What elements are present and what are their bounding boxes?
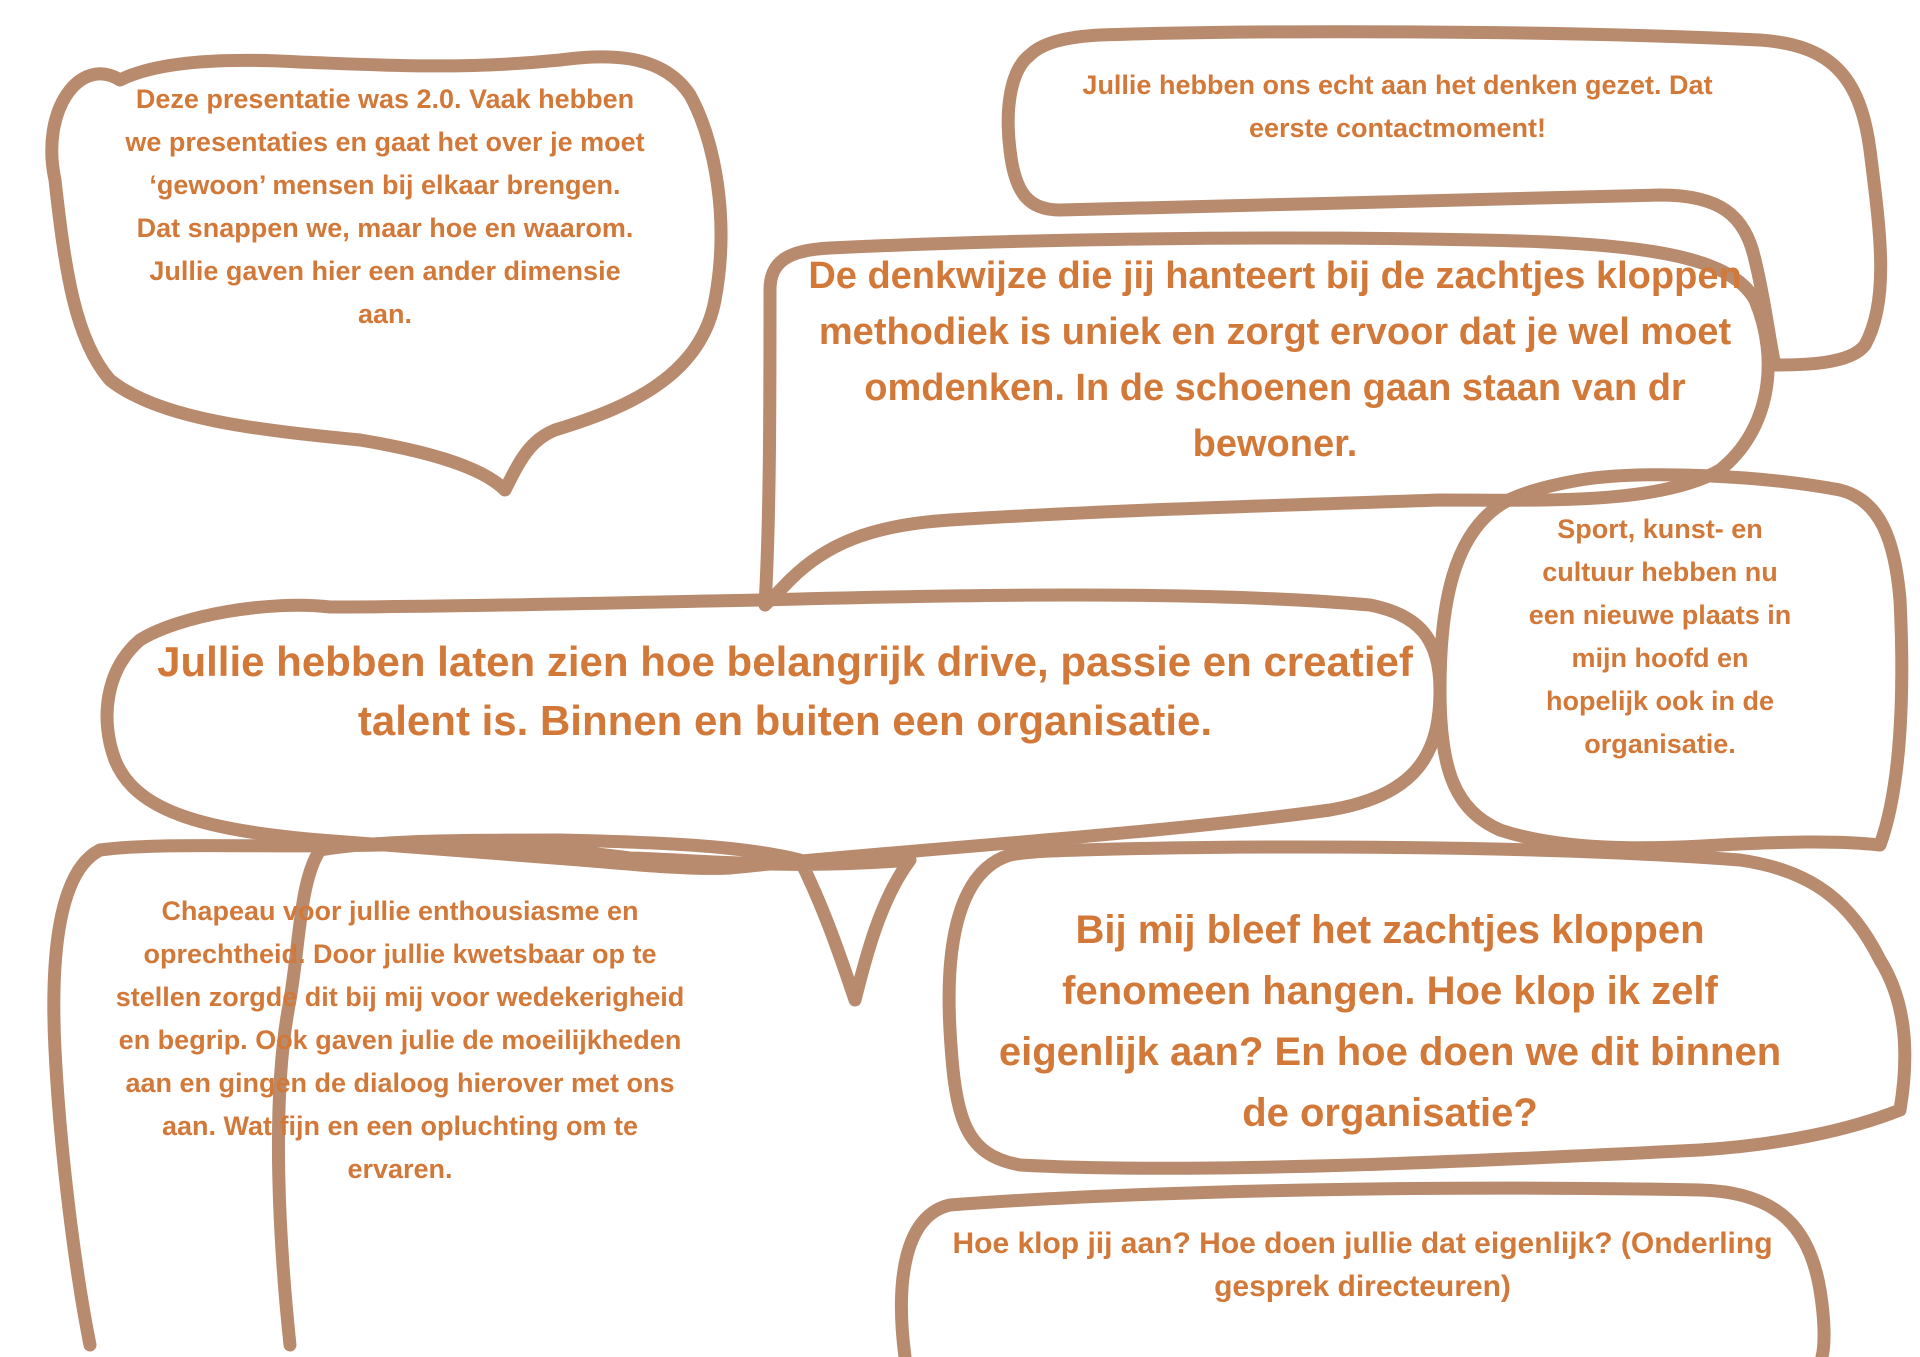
- quote-hoe-klop-jij-aan: Hoe klop jij aan? Hoe doen jullie dat eigenlijk? (Onderling gesprek directeuren): [952, 1227, 1773, 1303]
- quote-thinking: Jullie hebben ons echt aan het denken gezet. Dat eerste contactmoment!: [1082, 70, 1713, 143]
- quote-denkwijze: De denkwijze die jij hanteert bij de zachtjes kloppen methodiek is uniek en zorgt ervoor dat je wel moet omdenken. In de schoenen gaan staan van dr bewoner.: [808, 255, 1742, 465]
- quote-sport-kunst-cultuur: Sport, kunst- en cultuur hebben nu een nieuwe plaats in mijn hoofd en hopelijk ook in de organisatie.: [1528, 514, 1792, 759]
- quote-chapeau: Chapeau voor jullie enthousiasme en oprechtheid. Door jullie kwetsbaar op te stellen zorgde dit bij mij voor wedekerigheid en begrip. Ook gaven julie de moeilijkheden aan en gingen de dialoog hierover met ons aan. Wat fijn en een opluchting om te ervaren.: [115, 896, 685, 1184]
- quote-drive-passie: Jullie hebben laten zien hoe belangrijk drive, passie en creatief talent is. Binnen en buiten een organisatie.: [157, 638, 1413, 744]
- quote-zachtjes-kloppen: Bij mij bleef het zachtjes kloppen fenomeen hangen. Hoe klop ik zelf eigenlijk aan? En hoe doen we dit binnen de organisatie?: [998, 908, 1782, 1135]
- quote-presentation-2-0: Deze presentatie was 2.0. Vaak hebben we presentaties en gaat het over je moet ‘gewoon’ mensen bij elkaar brengen. Dat snappen we, maar hoe en waarom. Jullie gaven hier een ander dimensie aan.: [125, 84, 645, 329]
